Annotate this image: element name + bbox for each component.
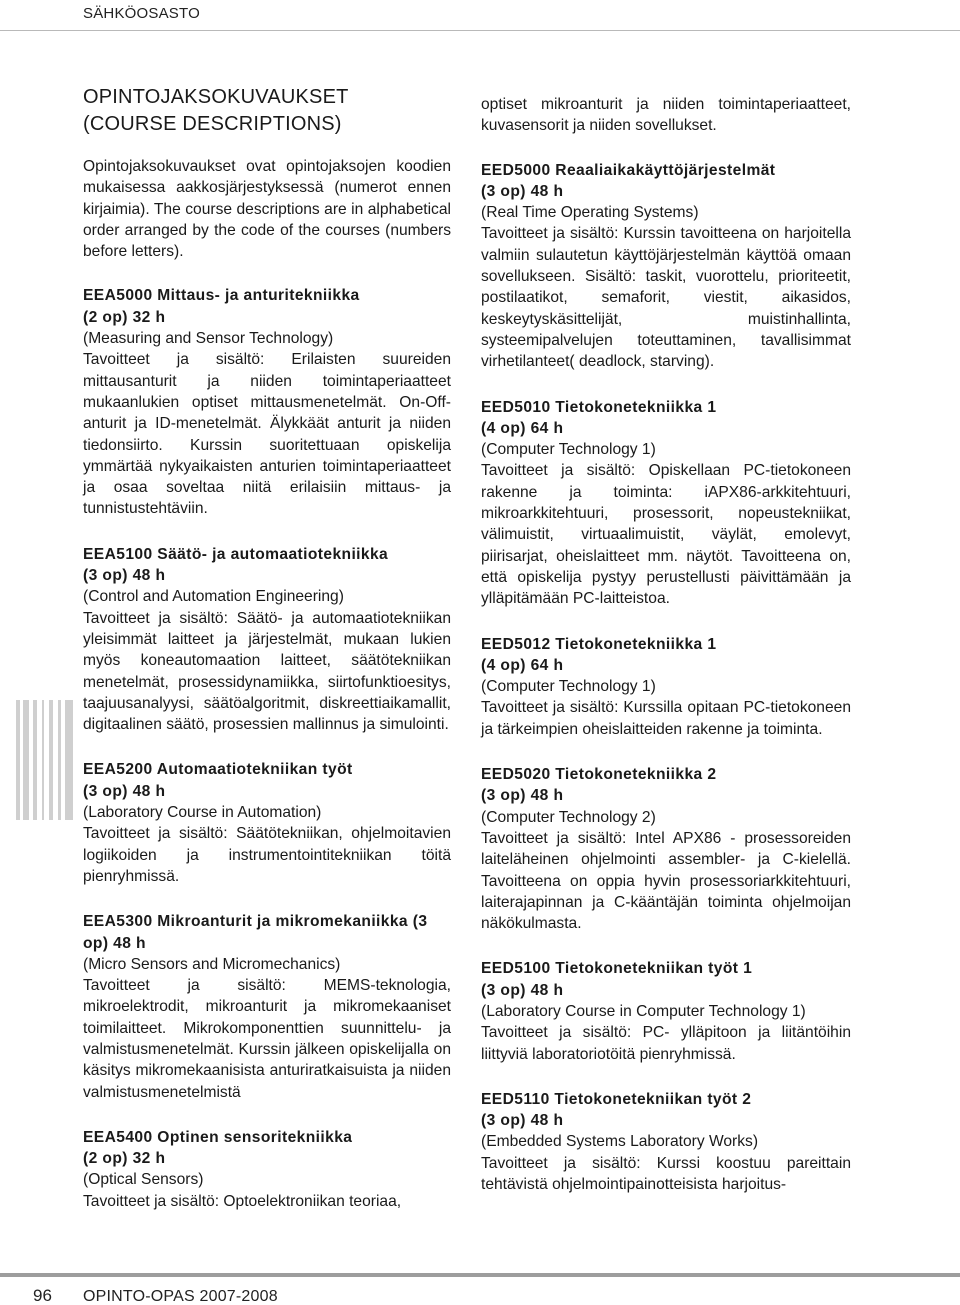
course-description: Tavoitteet ja sisältö: PC- ylläpitoon ja liitäntöihin liittyviä laboratoriotöitä pienryhmissä. — [481, 1024, 851, 1063]
intro-paragraph — [83, 156, 451, 262]
course-description: Tavoitteet ja sisältö: Erilaisten suureiden mittausanturit ja niiden toimintaperiaatteet mukaanlukien optiset mittausmenetelmät. On-Off-anturit ja ID-menetelmät. Älykkäät anturit ja niiden tiedonsiirto. Kurssin suoritettuaan opiskelija ymmärtää nykyaikaisten anturien toimintaperiaatteet ja osaa soveltaa niitä erilaisiin mittaus- ja tunnistustehtäviin. — [83, 351, 451, 518]
course-english-name: (Real Time Operating Systems) — [481, 204, 699, 222]
course-credits: (3 op) 48 h — [481, 787, 564, 805]
course-title: EEA5100 Säätö- ja automaatiotekniikka — [83, 545, 389, 563]
course-entry — [83, 759, 451, 887]
intro-finnish: Opintojaksokuvaukset ovat opintojaksojen koodien mukaisessa aakkosjärjestyksessä (numerot ennen kirjaimia). — [83, 158, 451, 218]
course-description: Tavoitteet ja sisältö: Optoelektroniikan teoriaa, — [83, 1192, 402, 1210]
course-entry — [481, 764, 851, 934]
course-description: Tavoitteet ja sisältö: Säätötekniikan, ohjelmoitavien logiikoiden ja instrumentointitekniikan töitä pienryhmissä. — [83, 825, 451, 885]
page-header — [0, 0, 960, 30]
publication-title: OPINTO-OPAS 2007-2008 — [83, 1288, 278, 1305]
page-number: 96 — [33, 1286, 52, 1305]
course-title: EEA5300 Mikroanturit ja mikromekaniikka (3 op) 48 h — [83, 913, 428, 952]
section-label: SÄHKÖOSASTO — [83, 5, 200, 22]
course-english-name: (Computer Technology 1) — [481, 441, 656, 459]
course-english-name: (Control and Automation Engineering) — [83, 588, 344, 606]
course-entry — [481, 634, 851, 740]
course-description: Tavoitteet ja sisältö: Kurssilla opitaan PC-tietokoneen ja tärkeimpien oheislaitteiden rakenne ja toiminta. — [481, 699, 851, 738]
course-title: EED5000 Reaaliaikakäyttöjärjestelmät — [481, 161, 776, 179]
course-entry — [83, 285, 451, 519]
stripe — [42, 700, 44, 820]
course-title: EED5010 Tietokonetekniikka 1 — [481, 398, 717, 416]
course-title: EED5110 Tietokonetekniikan työt 2 — [481, 1090, 752, 1108]
left-column — [83, 84, 451, 1236]
stripe — [49, 700, 53, 820]
course-english-name: (Optical Sensors) — [83, 1171, 204, 1189]
course-credits: (2 op) 32 h — [83, 308, 166, 326]
course-english-name: (Micro Sensors and Micromechanics) — [83, 955, 341, 973]
course-title: EED5100 Tietokonetekniikan työt 1 — [481, 960, 753, 978]
course-english-name: (Laboratory Course in Computer Technology 1) — [481, 1002, 806, 1020]
header-rule — [0, 30, 960, 31]
stripe — [33, 700, 37, 820]
page-title-line1: OPINTOJAKSOKUVAUKSET — [83, 86, 349, 108]
course-entry — [481, 160, 851, 373]
page-title — [83, 84, 451, 138]
right-column — [481, 94, 851, 1219]
course-english-name: (Computer Technology 2) — [481, 808, 656, 826]
page-title-line2: (COURSE DESCRIPTIONS) — [83, 113, 342, 135]
course-credits: (3 op) 48 h — [481, 981, 564, 999]
intro-english: The course descriptions are in alphabetical order arranged by the code of the courses (numbers before letters). — [83, 200, 451, 261]
course-entry — [83, 911, 451, 1103]
course-credits: (3 op) 48 h — [481, 182, 564, 200]
course-credits: (3 op) 48 h — [83, 782, 166, 800]
course-english-name: (Embedded Systems Laboratory Works) — [481, 1133, 759, 1151]
course-entry — [481, 958, 851, 1064]
course-title: EEA5000 Mittaus- ja anturitekniikka — [83, 287, 360, 305]
course-credits: (3 op) 48 h — [83, 567, 166, 585]
course-entry — [83, 1127, 451, 1212]
side-stripe-decoration — [16, 700, 74, 820]
course-description: Tavoitteet ja sisältö: Kurssi koostuu pareittain tehtävistä ohjelmointipainotteisista harjoitus- — [481, 1154, 851, 1194]
continued-description: optiset mikroanturit ja niiden toimintaperiaatteet, kuvasensorit ja niiden sovellukset. — [481, 96, 851, 135]
course-entry — [481, 1089, 851, 1195]
stripe — [58, 700, 61, 820]
course-description: Tavoitteet ja sisältö: Kurssin tavoitteena on harjoitella valmiin sulautetun käyttöjärjestelmän käyttöä omaan sovellukseen. Sisältö: taskit, vuorottelu, prioriteetit, postilaatikot, semaforit, viestit, aikasidos, keskeytyskäsittelijät, muistinhallinta, systeemipalvelujen toteuttaminen, tavallisimmat virhetilanteet( deadlock, starving). — [481, 225, 851, 371]
course-english-name: (Measuring and Sensor Technology) — [83, 330, 334, 348]
course-description: Tavoitteet ja sisältö: Opiskellaan PC-tietokoneen rakenne ja toiminta: iAPX86-arkkitehtuuri, mikroarkkitehtuuri, prosessorit, nopeustekniikat, välimuistit, virtuaalimuistit, väylät, emolevyt, piirisarjat, oheislaitteet mm. näytöt. Tavoitteena on, että opiskelija pystyy perustellusti päivittämään ja ylläpitämään PC-laitteistoa. — [481, 462, 851, 608]
course-entry — [83, 544, 451, 736]
course-description: Tavoitteet ja sisältö: Säätö- ja automaatiotekniikan yleisimmät laitteet ja järjestelmät, mukaan lukien myös koneautomaation laitteet, säätötekniikan menetelmät, prosessidynamiikka, siirtofunktioesitys, taajuusanalyysi, säätöalgoritmit, diskreettiaikamallit, digitaalinen säätö, prosessien mallinnus ja simulointi. — [83, 609, 451, 734]
course-entry — [481, 397, 851, 610]
course-description: Tavoitteet ja sisältö: MEMS-teknologia, mikroelektrodit, mikroanturit ja mikromekaaniset toimilaitteet. Mikrokomponenttien suunnittelu- ja valmistusmenetelmät. Kurssin jälkeen opiskelijalla on käsitys mikromekaanisista anturiratkaisuista ja niiden valmistusmenetelmistä — [83, 977, 451, 1101]
course-description: Tavoitteet ja sisältö: Intel APX86 - prosessoreiden laiteläheinen ohjelmointi assembler- ja C-kielellä. Tavoitteena on oppia hyvin prosessoriarkkitehtuuri, laiterajapinnan ja C-kääntäjän toiminta ohjelmoijan näkökulmasta. — [481, 829, 851, 933]
course-credits: (2 op) 32 h — [83, 1150, 166, 1168]
course-title: EEA5200 Automaatiotekniikan työt — [83, 761, 353, 779]
course-title: EED5020 Tietokonetekniikka 2 — [481, 766, 717, 784]
stripe — [23, 700, 29, 820]
stripe — [65, 700, 73, 820]
stripe — [16, 700, 20, 820]
course-title: EEA5400 Optinen sensoritekniikka — [83, 1128, 353, 1146]
course-english-name: (Computer Technology 1) — [481, 678, 656, 696]
course-title: EED5012 Tietokonetekniikka 1 — [481, 635, 717, 653]
course-credits: (4 op) 64 h — [481, 419, 564, 437]
footer-rule — [0, 1273, 960, 1277]
course-credits: (3 op) 48 h — [481, 1112, 564, 1130]
course-credits: (4 op) 64 h — [481, 656, 564, 674]
course-english-name: (Laboratory Course in Automation) — [83, 804, 322, 822]
